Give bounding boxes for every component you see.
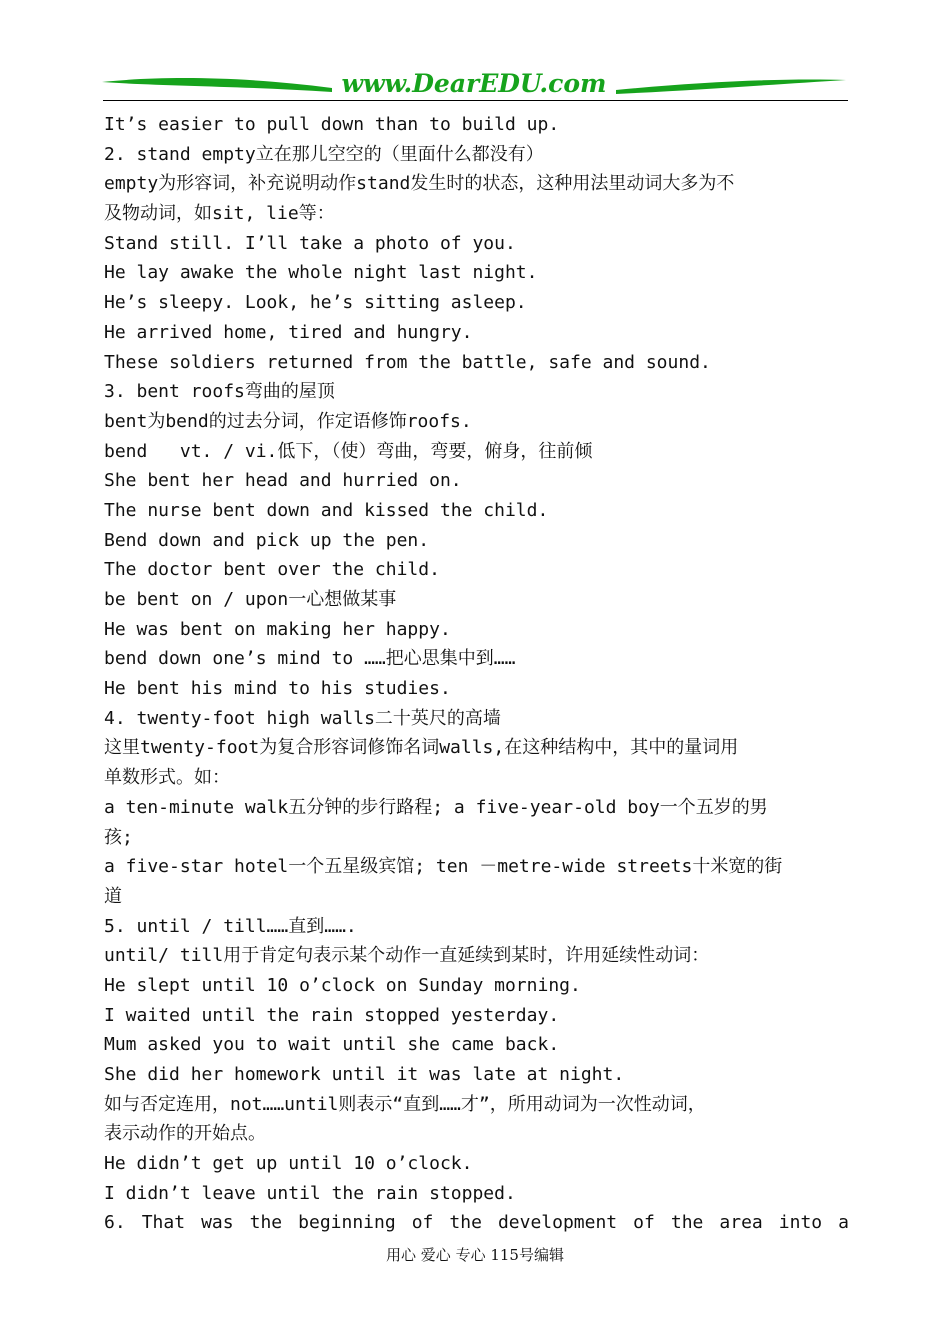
example-sentence: He bent his mind to his studies. <box>104 678 451 700</box>
example-sentence: He arrived home, tired and hungry. <box>104 321 473 343</box>
site-header <box>100 68 848 104</box>
section-heading: 5. until / till……直到……. <box>104 915 357 937</box>
page-footer: 用心 爱心 专心 115号编辑 <box>386 1246 564 1264</box>
example-sentence: He didn’t get up until 10 o’clock. <box>104 1153 473 1175</box>
section-heading: 6. That was the beginning of the development of the area into a <box>104 1212 849 1234</box>
text-line: empty为形容词，补充说明动作stand发生时的状态，这种用法里动词大多为不 <box>104 173 735 195</box>
text-line: be bent on / upon一心想做某事 <box>104 589 397 610</box>
text-line: 如与否定连用，not……until则表示“直到……才”，所用动词为一次性动词， <box>104 1093 706 1115</box>
example-sentence: I waited until the rain stopped yesterday. <box>104 1004 560 1026</box>
document-body <box>104 110 849 1238</box>
section-heading: 4. twenty-foot high walls二十英尺的高墙 <box>104 707 501 729</box>
example-sentence: He lay awake the whole night last night. <box>104 262 538 284</box>
example-sentence: These soldiers returned from the battle, safe and sound. <box>104 351 711 373</box>
example-sentence: She bent her head and hurried on. <box>104 470 462 492</box>
example-sentence: The nurse bent down and kissed the child. <box>104 499 549 521</box>
text-line: 孩; <box>104 826 133 848</box>
text-line: bend down one’s mind to ……把心思集中到…… <box>104 648 516 670</box>
header-rule <box>103 100 848 101</box>
text-line: 及物动词，如sit, lie等： <box>104 203 335 225</box>
text-line: It’s easier to pull down than to build up. <box>104 114 560 135</box>
text-line: bent为bend的过去分词，作定语修饰roofs. <box>104 410 472 432</box>
section-heading: 3. bent roofs弯曲的屋顶 <box>104 381 335 403</box>
example-sentence: I didn’t leave until the rain stopped. <box>104 1182 516 1204</box>
example-sentence: He slept until 10 o’clock on Sunday morning. <box>104 974 581 996</box>
text-line: until/ till用于肯定句表示某个动作一直延续到某时，许用延续性动词： <box>104 945 710 967</box>
text-line: bend vt. / vi.低下，（使）弯曲，弯要，俯身，往前倾 <box>104 440 593 462</box>
example-sentence: She did her homework until it was late at night. <box>104 1064 625 1085</box>
example-sentence: Bend down and pick up the pen. <box>104 529 430 551</box>
example-sentence: The doctor bent over the child. <box>104 559 440 581</box>
example-sentence: He’s sleepy. Look, he’s sitting asleep. <box>104 292 527 314</box>
text-line: 表示动作的开始点。 <box>104 1123 266 1145</box>
example-sentence: Mum asked you to wait until she came back. <box>104 1034 560 1056</box>
example-sentence: Stand still. I’ll take a photo of you. <box>104 232 516 254</box>
text-line: a ten-minute walk五分钟的步行路程; a five-year-old boy一个五岁的男 <box>104 796 768 818</box>
text-line: 单数形式。如： <box>104 767 230 789</box>
section-heading: 2. stand empty立在那儿空空的（里面什么都没有） <box>104 143 544 165</box>
text-line: a five-star hotel一个五星级宾馆; ten －metre-wide streets十米宽的街 <box>104 856 783 878</box>
example-sentence: He was bent on making her happy. <box>104 618 451 640</box>
text-line: 道 <box>104 885 122 907</box>
site-logo: www.DearEDU.com <box>341 69 607 98</box>
text-line: 这里twenty-foot为复合形容词修饰名词walls,在这种结构中，其中的量词用 <box>104 737 739 759</box>
